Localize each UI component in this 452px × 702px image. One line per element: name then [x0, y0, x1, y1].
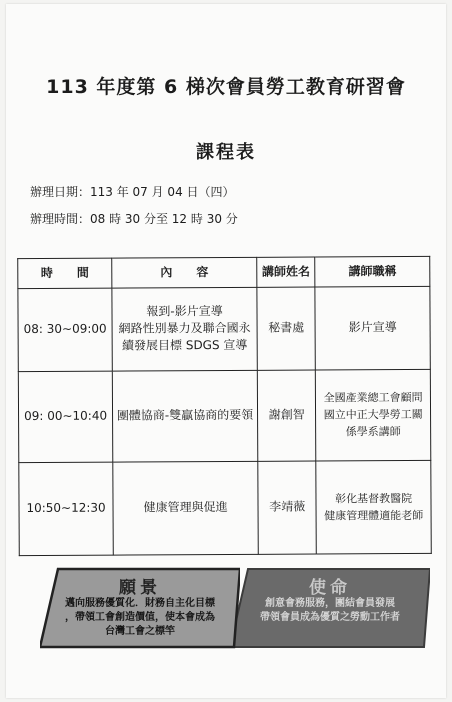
vision-line: 邁向服務優質化．財務自主化目標 — [65, 598, 215, 609]
title-line: 影片宣導 — [348, 320, 397, 335]
session-lecturer: 秘書處 — [257, 287, 316, 370]
vision-text — [40, 597, 240, 639]
session-lecturer-title — [315, 286, 430, 369]
vision-line: ，帶領工會創造價值，使本會成為 — [65, 612, 215, 623]
content-line: 續發展目標 SDGS 宣導 — [121, 338, 248, 353]
header-lecturer-title: 講師職稱 — [315, 256, 430, 287]
session-lecturer-title — [316, 369, 431, 461]
content-line: 團體協商-雙贏協商的要領 — [116, 408, 254, 423]
session-lecturer: 李靖薇 — [258, 461, 317, 554]
title-line: 彰化基督教醫院 — [335, 491, 413, 506]
table-row — [18, 369, 430, 462]
session-content — [112, 370, 257, 462]
session-lecturer-title — [316, 460, 431, 554]
mission-line: 創意會務服務，團結會員發展 — [265, 598, 395, 609]
table-row — [18, 286, 430, 371]
mission-text — [230, 597, 430, 625]
vision-banner — [40, 567, 240, 653]
session-content — [113, 461, 258, 555]
vision-line: 台灣工會之標竿 — [105, 626, 175, 637]
title-line: 全國產業總工會顧問 — [323, 391, 423, 405]
content-line: 報到-影片宣導 — [146, 304, 223, 319]
event-time: 辦理時間：08 時 30 分至 12 時 30 分 — [30, 212, 238, 226]
mission-banner — [230, 567, 430, 653]
schedule-table — [17, 256, 432, 556]
event-date: 辦理日期：113 年 07 月 04 日（四） — [30, 185, 235, 199]
document-title: 113 年度第 6 梯次會員勞工教育研習會 — [46, 76, 406, 98]
content-line: 網路性別暴力及聯合國永 — [118, 321, 251, 336]
header-time: 時 間 — [18, 258, 112, 288]
title-line: 國立中正大學勞工關 — [323, 408, 423, 422]
session-content — [112, 287, 257, 371]
session-time: 09: 00~10:40 — [18, 371, 113, 463]
session-lecturer: 謝創智 — [257, 370, 316, 461]
header-lecturer: 講師姓名 — [257, 257, 315, 287]
content-line: 健康管理與促進 — [143, 500, 228, 515]
session-time: 08: 30~09:00 — [18, 288, 112, 371]
session-time: 10:50~12:30 — [19, 462, 114, 556]
mission-title: 使命 — [309, 578, 351, 598]
document-subtitle: 課程表 — [196, 142, 256, 163]
title-line: 係學系講師 — [345, 425, 401, 439]
vision-title: 願景 — [119, 578, 161, 598]
mission-line: 帶領會員成為優質之勞動工作者 — [260, 612, 400, 623]
title-line: 健康管理體適能老師 — [324, 508, 424, 523]
table-header-row — [18, 256, 430, 288]
header-content: 內 容 — [112, 257, 257, 288]
table-row — [19, 460, 431, 555]
